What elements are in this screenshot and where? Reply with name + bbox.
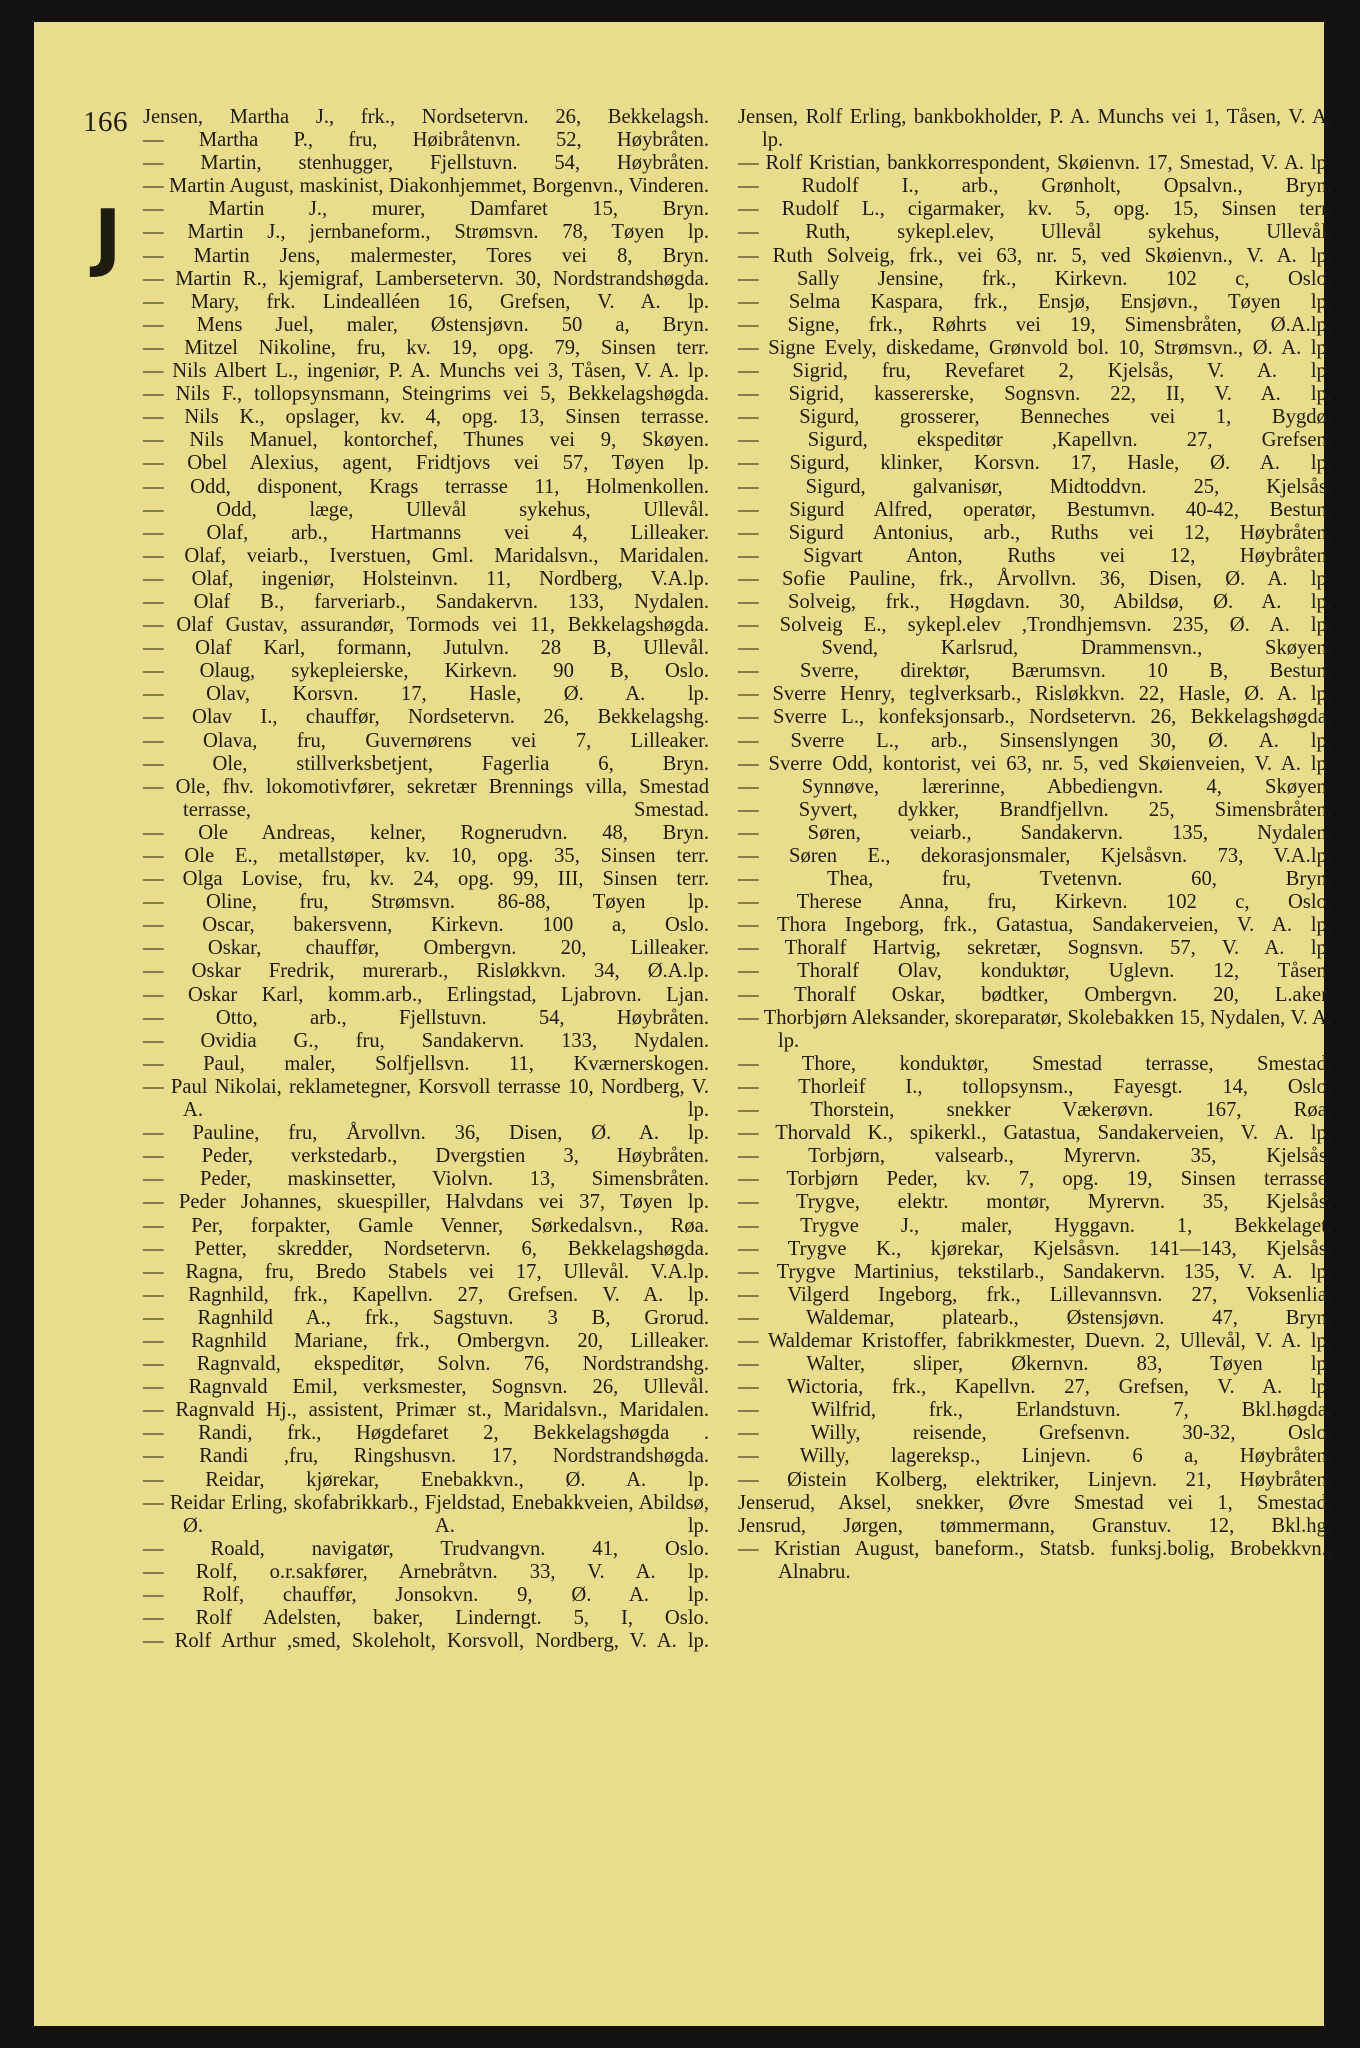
directory-entry: — Sally Jensine, frk., Kirkevn. 102 c, Oslo.	[738, 267, 1332, 290]
directory-entry: — Olaf, veiarb., Iverstuen, Gml. Maridalsvn., Maridalen.	[143, 544, 709, 567]
directory-entry: — Rolf Kristian, bankkorrespondent, Skøienvn. 17, Smestad, V. A. lp.	[738, 152, 1332, 175]
directory-entry: — Nils Albert L., ingeniør, P. A. Munchs vei 3, Tåsen, V. A. lp.	[143, 360, 709, 383]
directory-entry: — Waldemar Kristoffer, fabrikkmester, Duevn. 2, Ullevål, V. A. lp.	[738, 1329, 1332, 1352]
directory-entry: — Randi, frk., Høgdefaret 2, Bekkelagshøgda .	[143, 1422, 709, 1445]
directory-entry: — Mitzel Nikoline, fru, kv. 19, opg. 79, Sinsen terr.	[143, 336, 709, 359]
directory-entry: — Rolf Arthur ,smed, Skoleholt, Korsvoll, Nordberg, V. A. lp.	[143, 1630, 709, 1653]
directory-entry: — Thore, konduktør, Smestad terrasse, Smestad.	[738, 1052, 1332, 1075]
right-column	[738, 106, 1332, 1584]
directory-entry: — Ragnhild A., frk., Sagstuvn. 3 B, Grorud.	[143, 1306, 709, 1329]
directory-entry: — Martin Jens, malermester, Tores vei 8, Bryn.	[143, 244, 709, 267]
directory-entry: — Reidar, kjørekar, Enebakkvn., Ø. A. lp.	[143, 1468, 709, 1491]
directory-entry: — Sigurd, grosserer, Benneches vei 1, Bygdø.	[738, 406, 1332, 429]
directory-entry: — Ragnhild, frk., Kapellvn. 27, Grefsen. V. A. lp.	[143, 1283, 709, 1306]
directory-entry: — Olaf, arb., Hartmanns vei 4, Lilleaker.	[143, 521, 709, 544]
directory-entry: — Sverre L., konfeksjonsarb., Nordsetervn. 26, Bekkelagshøgda.	[738, 706, 1332, 729]
directory-entry: — Trygve Martinius, tekstilarb., Sandakervn. 135, V. A. lp.	[738, 1260, 1332, 1283]
directory-entry: — Søren, veiarb., Sandakervn. 135, Nydalen.	[738, 821, 1332, 844]
directory-entry: — Nils Manuel, kontorchef, Thunes vei 9, Skøyen.	[143, 429, 709, 452]
directory-entry: — Thorvald K., spikerkl., Gatastua, Sandakerveien, V. A. lp.	[738, 1122, 1332, 1145]
directory-entry: — Paul, maler, Solfjellsvn. 11, Kværnerskogen.	[143, 1052, 709, 1075]
directory-entry: — Torbjørn, valsearb., Myrervn. 35, Kjelsås.	[738, 1145, 1332, 1168]
directory-entry: — Sigurd, klinker, Korsvn. 17, Hasle, Ø. A. lp.	[738, 452, 1332, 475]
directory-entry: — Selma Kaspara, frk., Ensjø, Ensjøvn., Tøyen lp.	[738, 290, 1332, 313]
directory-entry: — Olav I., chauffør, Nordsetervn. 26, Bekkelagshg.	[143, 706, 709, 729]
directory-page	[34, 22, 1332, 2026]
directory-entry: — Oskar Karl, komm.arb., Erlingstad, Ljabrovn. Ljan.	[143, 983, 709, 1006]
left-column	[143, 106, 709, 1653]
directory-entry: — Søren E., dekorasjonsmaler, Kjelsåsvn. 73, V.A.lp.	[738, 845, 1332, 867]
directory-entry: — Trygve K., kjørekar, Kjelsåsvn. 141—143, Kjelsås.	[738, 1237, 1332, 1260]
directory-entry: — Oskar, chauffør, Ombergvn. 20, Lilleaker.	[143, 937, 709, 960]
directory-entry: — Waldemar, platearb., Østensjøvn. 47, Bryn.	[738, 1306, 1332, 1329]
directory-entry: — Thea, fru, Tvetenvn. 60, Bryn.	[738, 868, 1332, 891]
directory-entry: — Sigrid, kassererske, Sognsvn. 22, II, V. A. lp.	[738, 383, 1332, 406]
directory-entry: — Martin August, maskinist, Diakonhjemmet, Borgenvn., Vinderen.	[143, 175, 709, 198]
directory-entry: — Thoralf Olav, konduktør, Uglevn. 12, Tåsen.	[738, 960, 1332, 983]
directory-entry: — Ragnvald Emil, verksmester, Sognsvn. 26, Ullevål.	[143, 1376, 709, 1399]
directory-entry: — Peder, maskinsetter, Violvn. 13, Simensbråten.	[143, 1168, 709, 1191]
directory-entry: — Olga Lovise, fru, kv. 24, opg. 99, III, Sinsen terr.	[143, 868, 709, 891]
directory-entry: — Olaf Gustav, assurandør, Tormods vei 11, Bekkelagshøgda.	[143, 614, 709, 637]
directory-entry: — Paul Nikolai, reklametegner, Korsvoll terrasse 10, Nordberg, V. A. lp.	[143, 1075, 709, 1122]
directory-entry: — Martin R., kjemigraf, Lambersetervn. 30, Nordstrandshøgda.	[143, 267, 709, 290]
directory-entry: — Solveig E., sykepl.elev ,Trondhjemsvn. 235, Ø. A. lp.	[738, 614, 1332, 637]
directory-entry: — Nils F., tollopsynsmann, Steingrims vei 5, Bekkelagshøgda.	[143, 383, 709, 406]
directory-entry: — Sigurd, galvanisør, Midtoddvn. 25, Kjelsås.	[738, 475, 1332, 498]
directory-entry: — Sverre Odd, kontorist, vei 63, nr. 5, ved Skøienveien, V. A. lp.	[738, 752, 1332, 775]
directory-entry: — Ole Andreas, kelner, Rognerudvn. 48, Bryn.	[143, 821, 709, 844]
directory-entry: — Reidar Erling, skofabrikkarb., Fjeldstad, Enebakkveien, Abildsø, Ø. A. lp.	[143, 1491, 709, 1537]
directory-entry: — Ruth, sykepl.elev, Ullevål sykehus, Ullevål.	[738, 221, 1332, 244]
directory-entry: — Nils K., opslager, kv. 4, opg. 13, Sinsen terrasse.	[143, 406, 709, 429]
directory-entry: — Olava, fru, Guvernørens vei 7, Lilleaker.	[143, 729, 709, 752]
directory-entry: — Olaug, sykepleierske, Kirkevn. 90 B, Oslo.	[143, 660, 709, 683]
directory-entry: — Solveig, frk., Høgdavn. 30, Abildsø, Ø. A. lp.	[738, 590, 1332, 613]
directory-entry: — Per, forpakter, Gamle Venner, Sørkedalsvn., Røa.	[143, 1214, 709, 1237]
directory-entry: — Sverre L., arb., Sinsenslyngen 30, Ø. A. lp.	[738, 729, 1332, 752]
directory-entry: — Oskar Fredrik, murerarb., Risløkkvn. 34, Ø.A.lp.	[143, 960, 709, 983]
directory-entry: — Thorleif I., tollopsynsm., Fayesgt. 14, Oslo.	[738, 1075, 1332, 1098]
directory-entry: — Rudolf I., arb., Grønholt, Opsalvn., Bryn.	[738, 175, 1332, 198]
directory-entry: — Obel Alexius, agent, Fridtjovs vei 57, Tøyen lp.	[143, 452, 709, 475]
section-letter: J	[94, 194, 122, 280]
directory-entry: — Thoralf Hartvig, sekretær, Sognsvn. 57, V. A. lp.	[738, 937, 1332, 960]
directory-entry: — Ragna, fru, Bredo Stabels vei 17, Ullevål. V.A.lp.	[143, 1260, 709, 1283]
directory-entry: — Willy, reisende, Grefsenvn. 30-32, Oslo.	[738, 1422, 1332, 1445]
directory-entry: — Sofie Pauline, frk., Årvollvn. 36, Disen, Ø. A. lp.	[738, 567, 1332, 590]
directory-entry: — Martin, stenhugger, Fjellstuvn. 54, Høybråten.	[143, 152, 709, 175]
directory-entry: — Oscar, bakersvenn, Kirkevn. 100 a, Oslo.	[143, 914, 709, 937]
directory-entry: — Rolf Adelsten, baker, Linderngt. 5, I, Oslo.	[143, 1607, 709, 1630]
directory-entry: — Ruth Solveig, frk., vei 63, nr. 5, ved Skøienvn., V. A. lp.	[738, 244, 1332, 267]
directory-entry: — Trygve, elektr. montør, Myrervn. 35, Kjelsås.	[738, 1191, 1332, 1214]
directory-entry: — Martin J., jernbaneform., Strømsvn. 78, Tøyen lp.	[143, 221, 709, 244]
directory-entry: — Rolf, chauffør, Jonsokvn. 9, Ø. A. lp.	[143, 1584, 709, 1606]
directory-entry: — Ragnhild Mariane, frk., Ombergvn. 20, Lilleaker.	[143, 1329, 709, 1352]
directory-entry: — Peder Johannes, skuespiller, Halvdans vei 37, Tøyen lp.	[143, 1191, 709, 1214]
directory-entry: — Therese Anna, fru, Kirkevn. 102 c, Oslo.	[738, 891, 1332, 914]
directory-entry: — Wilfrid, frk., Erlandstuvn. 7, Bkl.høgda.	[738, 1399, 1332, 1422]
directory-entry: — Randi ,fru, Ringshusvn. 17, Nordstrandshøgda.	[143, 1445, 709, 1468]
directory-entry: — Odd, disponent, Krags terrasse 11, Holmenkollen.	[143, 475, 709, 498]
directory-entry: — Olaf, ingeniør, Holsteinvn. 11, Nordberg, V.A.lp.	[143, 567, 709, 590]
directory-entry: — Signe, frk., Røhrts vei 19, Simensbråten, Ø.A.lp.	[738, 313, 1332, 336]
directory-entry: — Syvert, dykker, Brandfjellvn. 25, Simensbråten.	[738, 798, 1332, 821]
directory-entry: — Sverre, direktør, Bærumsvn. 10 B, Bestun.	[738, 660, 1332, 683]
directory-entry: — Svend, Karlsrud, Drammensvn., Skøyen.	[738, 637, 1332, 660]
directory-entry: — Thora Ingeborg, frk., Gatastua, Sandakerveien, V. A. lp.	[738, 914, 1332, 937]
directory-entry: — Martin J., murer, Damfaret 15, Bryn.	[143, 198, 709, 221]
directory-entry: — Sigurd Antonius, arb., Ruths vei 12, Høybråten.	[738, 521, 1332, 544]
directory-entry: — Thorstein, snekker Vækerøvn. 167, Røa.	[738, 1099, 1332, 1122]
directory-entry: — Sigurd, ekspeditør ,Kapellvn. 27, Grefsen.	[738, 429, 1332, 452]
directory-entry: — Oline, fru, Strømsvn. 86-88, Tøyen lp.	[143, 891, 709, 914]
directory-entry: — Peder, verkstedarb., Dvergstien 3, Høybråten.	[143, 1145, 709, 1168]
directory-entry: — Olaf Karl, formann, Jutulvn. 28 B, Ullevål.	[143, 637, 709, 660]
directory-entry: — Rolf, o.r.sakfører, Arnebråtvn. 33, V. A. lp.	[143, 1560, 709, 1583]
directory-entry: — Pauline, fru, Årvollvn. 36, Disen, Ø. A. lp.	[143, 1122, 709, 1145]
directory-entry: — Sigvart Anton, Ruths vei 12, Høybråten.	[738, 544, 1332, 567]
directory-entry: Jensen, Martha J., frk., Nordsetervn. 26, Bekkelagsh.	[143, 106, 709, 128]
directory-entry: — Thoralf Oskar, bødtker, Ombergvn. 20, L.aker.	[738, 983, 1332, 1006]
directory-entry: — Martha P., fru, Høibråtenvn. 52, Høybråten.	[143, 129, 709, 152]
directory-entry: — Signe Evely, diskedame, Grønvold bol. 10, Strømsvn., Ø. A. lp.	[738, 336, 1332, 359]
directory-entry: — Synnøve, lærerinne, Abbediengvn. 4, Skøyen.	[738, 775, 1332, 798]
directory-entry: — Thorbjørn Aleksander, skoreparatør, Skolebakken 15, Nydalen, V. A. lp.	[738, 1006, 1332, 1052]
directory-entry: — Petter, skredder, Nordsetervn. 6, Bekkelagshøgda.	[143, 1237, 709, 1260]
directory-entry: — Wictoria, frk., Kapellvn. 27, Grefsen, V. A. lp.	[738, 1376, 1332, 1399]
directory-entry: — Vilgerd Ingeborg, frk., Lillevannsvn. 27, Voksenlia.	[738, 1283, 1332, 1306]
directory-entry: — Ragnvald, ekspeditør, Solvn. 76, Nordstrandshg.	[143, 1353, 709, 1376]
directory-entry: — Mens Juel, maler, Østensjøvn. 50 a, Bryn.	[143, 313, 709, 336]
directory-entry: — Sigrid, fru, Revefaret 2, Kjelsås, V. A. lp.	[738, 360, 1332, 383]
directory-entry: — Otto, arb., Fjellstuvn. 54, Høybråten.	[143, 1006, 709, 1029]
directory-entry: — Walter, sliper, Økernvn. 83, Tøyen lp.	[738, 1353, 1332, 1376]
directory-entry: Jensrud, Jørgen, tømmermann, Granstuv. 12, Bkl.hg.	[738, 1514, 1332, 1537]
directory-entry: — Ole E., metallstøper, kv. 10, opg. 35, Sinsen terr.	[143, 845, 709, 867]
directory-entry: — Sigurd Alfred, operatør, Bestumvn. 40-42, Bestun.	[738, 498, 1332, 521]
directory-entry: — Torbjørn Peder, kv. 7, opg. 19, Sinsen terrasse.	[738, 1168, 1332, 1191]
directory-entry: — Mary, frk. Lindealléen 16, Grefsen, V. A. lp.	[143, 290, 709, 313]
directory-entry: — Ole, stillverksbetjent, Fagerlia 6, Bryn.	[143, 752, 709, 775]
directory-entry: Jensen, Rolf Erling, bankbokholder, P. A. Munchs vei 1, Tåsen, V. A. lp.	[738, 106, 1332, 152]
directory-entry: — Roald, navigatør, Trudvangvn. 41, Oslo.	[143, 1537, 709, 1560]
directory-entry: — Sverre Henry, teglverksarb., Risløkkvn. 22, Hasle, Ø. A. lp.	[738, 683, 1332, 706]
directory-entry: — Olaf B., farveriarb., Sandakervn. 133, Nydalen.	[143, 590, 709, 613]
directory-entry: — Willy, lagereksp., Linjevn. 6 a, Høybråten.	[738, 1445, 1332, 1468]
directory-entry: — Øistein Kolberg, elektriker, Linjevn. 21, Høybråten.	[738, 1468, 1332, 1491]
directory-entry: — Olav, Korsvn. 17, Hasle, Ø. A. lp.	[143, 683, 709, 706]
directory-entry: — Rudolf L., cigarmaker, kv. 5, opg. 15, Sinsen terr.	[738, 198, 1332, 221]
directory-entry: — Trygve J., maler, Hyggavn. 1, Bekkelaget.	[738, 1214, 1332, 1237]
directory-entry: — Ragnvald Hj., assistent, Primær st., Maridalsvn., Maridalen.	[143, 1399, 709, 1422]
directory-entry: — Odd, læge, Ullevål sykehus, Ullevål.	[143, 498, 709, 521]
directory-entry: Jenserud, Aksel, snekker, Øvre Smestad vei 1, Smestad.	[738, 1491, 1332, 1514]
page-number: 166	[83, 106, 128, 138]
directory-entry: — Ovidia G., fru, Sandakervn. 133, Nydalen.	[143, 1029, 709, 1052]
directory-entry: — Ole, fhv. lokomotivfører, sekretær Brennings villa, Smestad terrasse, Smestad.	[143, 775, 709, 821]
directory-entry: — Kristian August, baneform., Statsb. funksj.bolig, Brobekkvn., Alnabru.	[738, 1537, 1332, 1583]
